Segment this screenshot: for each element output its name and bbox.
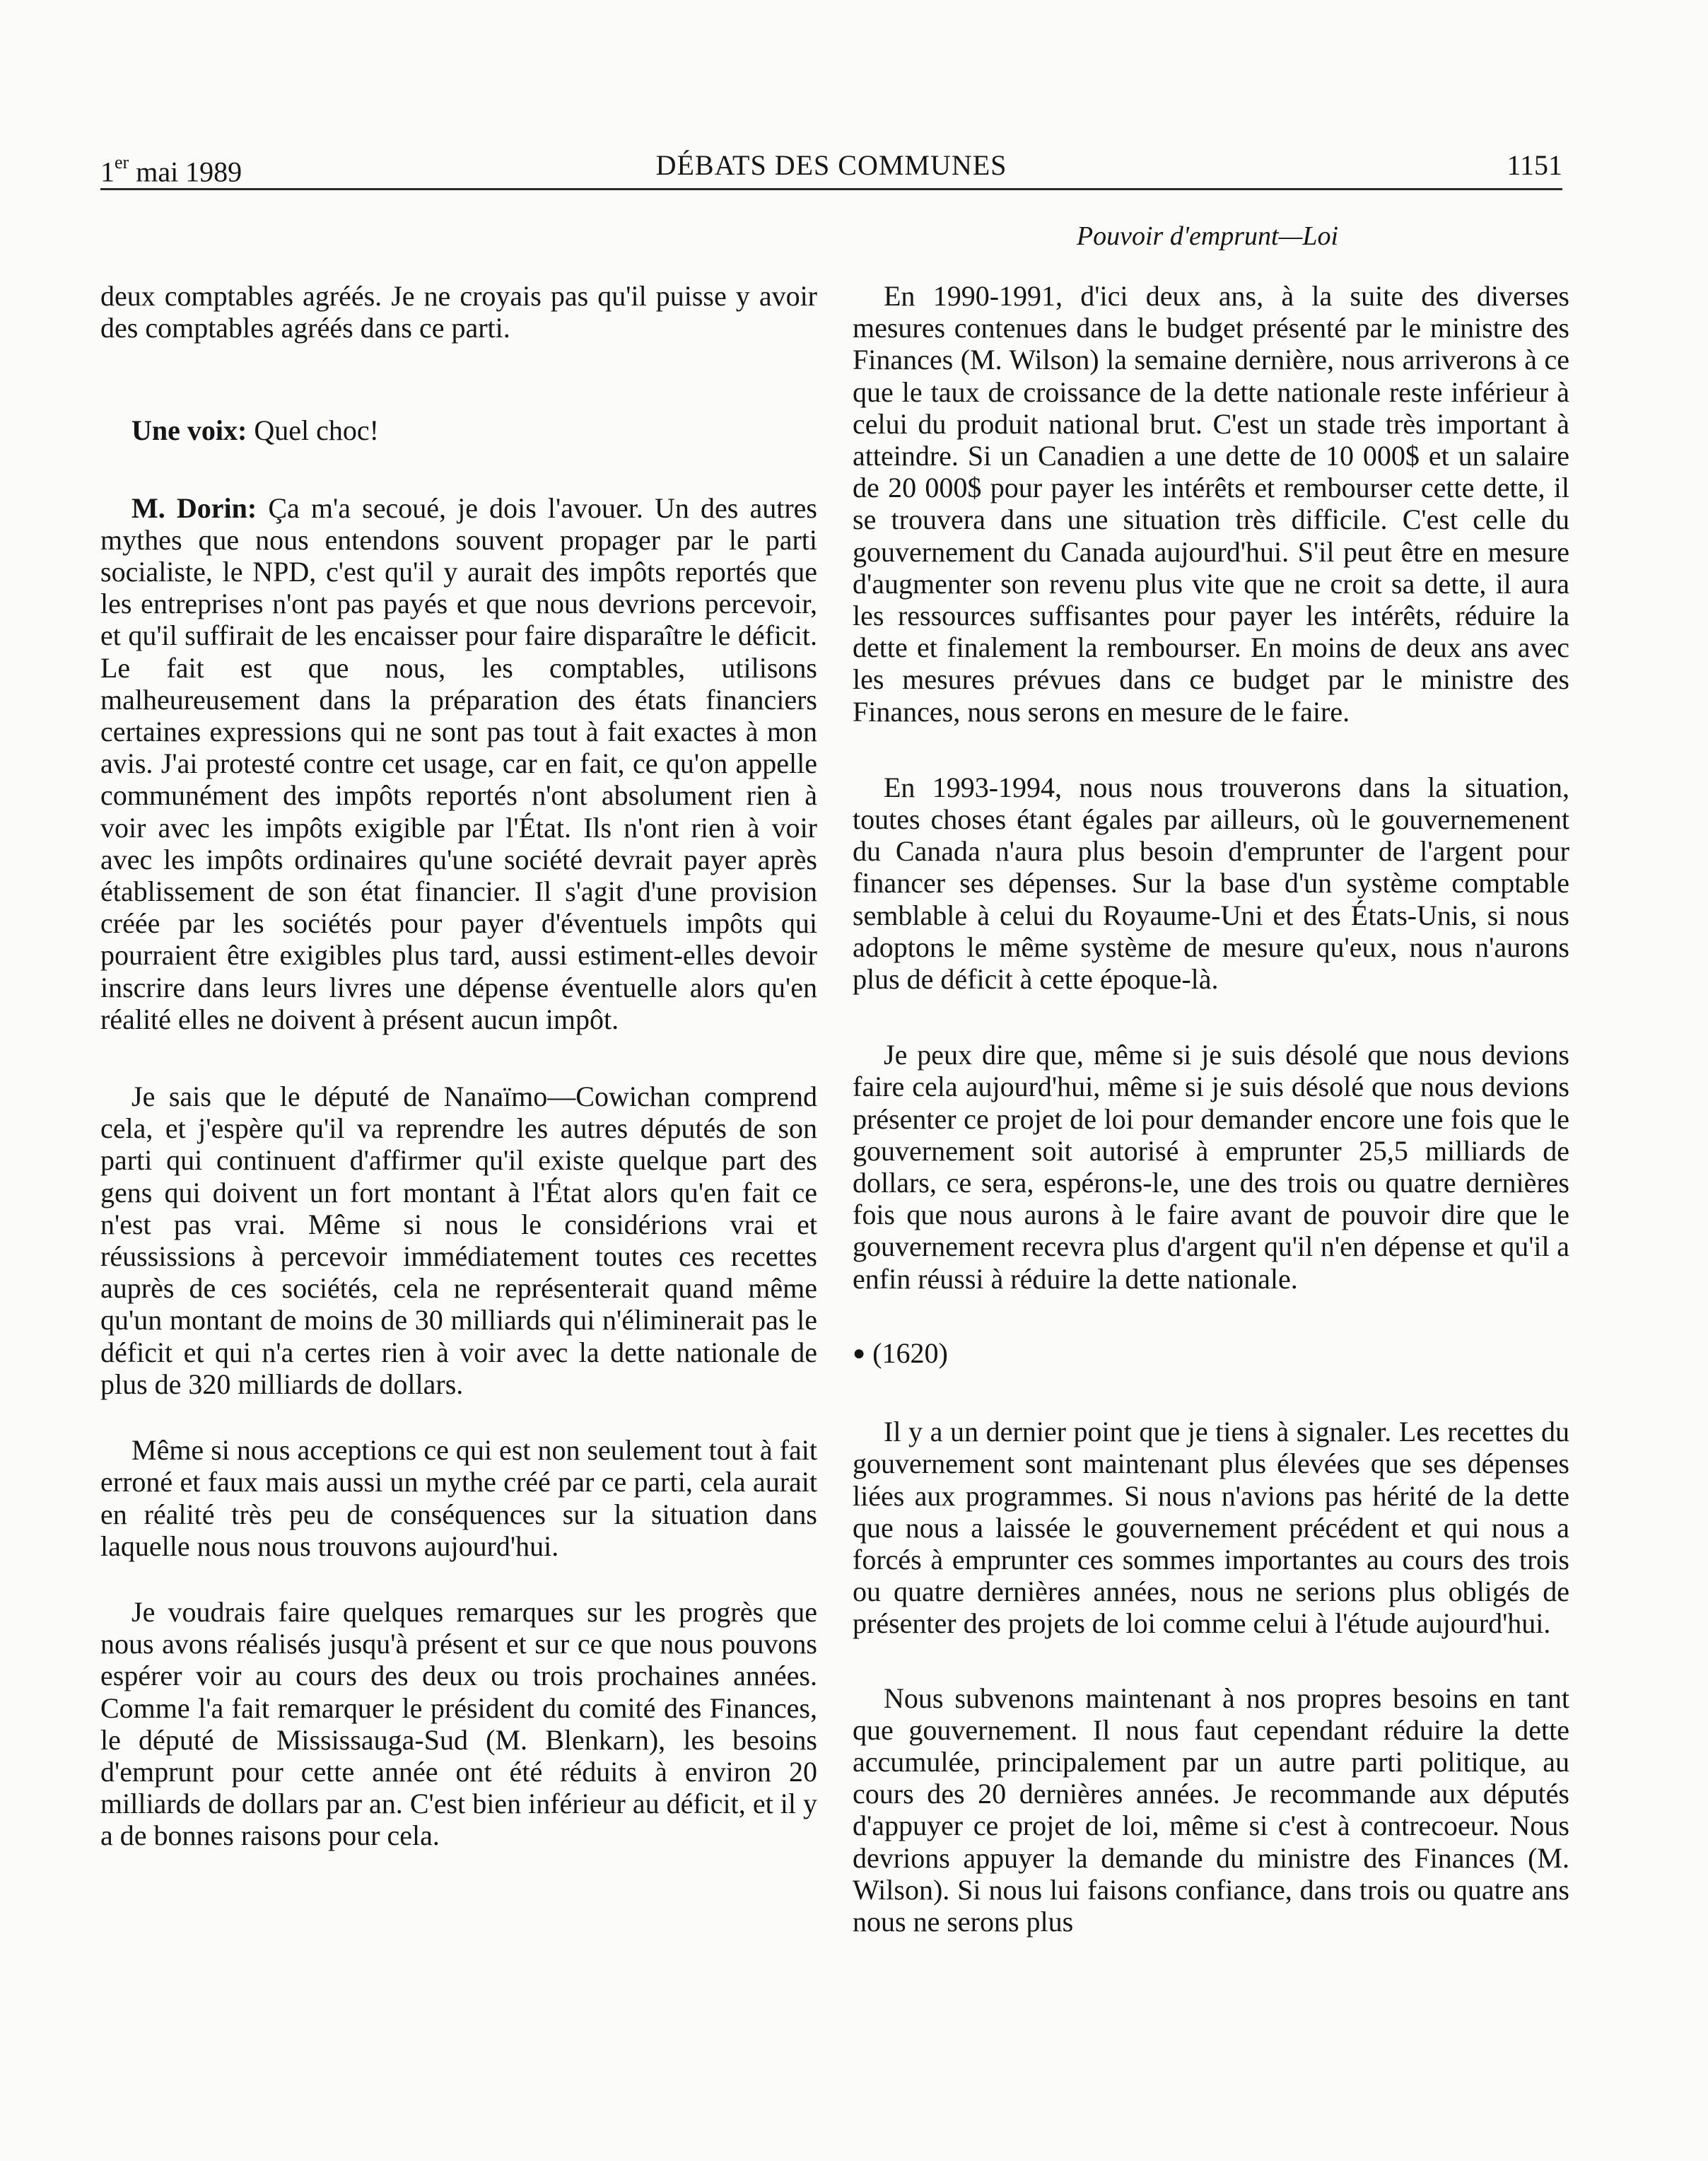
left-paragraph-3 — [100, 492, 817, 1035]
left-paragraph-1: deux comptables agréés. Je ne croyais pas qu'il puisse y avoir des comptables agréés dans ce parti. — [100, 280, 817, 344]
left-paragraph-6: Je voudrais faire quelques remarques sur les progrès que nous avons réalisés jusqu'à présent et sur ce que nous pouvons espérer voir au cours des deux ou trois prochaines années. Comme l'a fait remarquer le président du comité des Finances, le député de Mississauga-Sud (M. Blenkarn), les besoins d'emprunt pour cette année ont été réduits à environ 20 milliards de dollars par an. C'est bien inférieur au déficit, et il y a de bonnes raisons pour cela. — [100, 1595, 817, 1852]
header-date-superscript: er — [115, 152, 129, 173]
bullet-icon: ● — [853, 1341, 866, 1365]
right-paragraph-3: Je peux dire que, même si je suis désolé que nous devions faire cela aujourd'hui, même si je suis désolé que nous devions présenter ce projet de loi pour demander encore une fois que le gouvernement soit autorisé à emprunter 25,5 milliards de dollars, ce sera, espérons-le, une des trois ou quatre dernières fois que nous aurons à le faire avant de pouvoir dire que le gouvernement recevra plus d'argent qu'il n'en dépense et qu'il a enfin réussi à réduire la dette nationale. — [853, 1039, 1569, 1295]
page-header — [100, 144, 1562, 187]
left-paragraph-2 — [100, 414, 817, 446]
left-paragraph-5: Même si nous acceptions ce qui est non seulement tout à fait erroné et faux mais aussi un mythe créé par ce parti, cela aurait en réalité très peu de conséquences sur la situation dans laquelle nous nous trouvons aujourd'hui. — [100, 1434, 817, 1562]
left-column — [100, 280, 817, 1852]
running-head: Pouvoir d'emprunt—Loi — [1076, 221, 1339, 251]
left-paragraph-4: Je sais que le député de Nanaïmo—Cowichan comprend cela, et j'espère qu'il va reprendre les autres députés de son parti qui continuent d'affirmer qu'il existe quelque part des gens qui doivent un fort montant à l'État alors qu'en fait ce n'est pas vrai. Même si nous le considérions vrai et réussissions à percevoir immédiatement toutes ces recettes auprès de ces sociétés, cela ne représenterait quand même qu'un montant de moins de 30 milliards qui n'éliminerait pas le déficit et qui n'a certes rien à voir avec la dette nationale de plus de 320 milliards de dollars. — [100, 1080, 817, 1400]
right-paragraph-4: Il y a un dernier point que je tiens à signaler. Les recettes du gouvernement sont maintenant plus élevées que ses dépenses liées aux programmes. Si nous n'avions pas hérité de la dette que nous a laissée le gouvernement précédent et qui nous a forcés à emprunter ces sommes importantes au cours des trois ou quatre dernières années, nous ne serions plus obligés de présenter des projets de loi comme celui à l'étude aujourd'hui. — [853, 1416, 1569, 1640]
right-column — [853, 280, 1569, 1938]
speaker-label: Une voix: — [131, 414, 247, 447]
speaker-label: M. Dorin: — [131, 491, 257, 524]
header-rule — [100, 188, 1562, 190]
time-marker-text: (1620) — [872, 1336, 948, 1369]
time-marker — [853, 1337, 1569, 1372]
header-page-number: 1151 — [1507, 149, 1562, 181]
right-paragraph-2: En 1993-1994, nous nous trouverons dans la situation, toutes choses étant égales par ailleurs, où le gouvernemenent du Canada n'aura plus besoin d'emprunter de l'argent pour financer ses dépenses. Sur la base d'un système comptable semblable à celui du Royaume-Uni et des États-Unis, si nous adoptons le même système de mesure qu'eux, nous n'aurons plus de déficit à cette époque-là. — [853, 771, 1569, 996]
speech-text: Ça m'a secoué, je dois l'avouer. Un des autres mythes que nous entendons souvent propager par le parti socialiste, le NPD, c'est qu'il y aurait des impôts reportés que les entreprises n'ont pas payés et que nous devrions percevoir, et qu'il suffirait de les encaisser pour faire disparaître le déficit. Le fait est que nous, les comptables, utilisons malheureusement dans la préparation des états financiers certaines expressions qui ne sont pas tout à fait exactes à mon avis. J'ai protesté contre cet usage, car en fait, ce qu'on appelle communément des impôts reportés n'ont absolument rien à voir avec les impôts exigible par l'État. Ils n'ont rien à voir avec les impôts ordinaires qu'une société devrait payer après établissement de son état financier. Il s'agit d'une provision créée par les sociétés pour payer d'éventuels impôts qui pourraient être exigibles plus tard, aussi estiment-elles devoir inscrire dans leurs livres une dépense éventuelle alors qu'en réalité elles ne doivent à présent aucun impôt. — [100, 491, 817, 1035]
right-paragraph-5: Nous subvenons maintenant à nos propres besoins en tant que gouvernement. Il nous faut cependant réduire la dette accumulée, principalement par un autre parti politique, au cours des 20 dernières années. Je recommande aux députés d'appuyer ce projet de loi, même si c'est à contrecoeur. Nous devrions appuyer la demande du ministre des Finances (M. Wilson). Si nous lui faisons confiance, dans trois ou quatre ans nous ne serons plus — [853, 1682, 1569, 1938]
right-paragraph-1: En 1990-1991, d'ici deux ans, à la suite des diverses mesures contenues dans le budget présenté par le ministre des Finances (M. Wilson) la semaine dernière, nous arriverons à ce que le taux de croissance de la dette nationale reste inférieur à celui du produit national brut. C'est un stade très important à atteindre. Si un Canadien a une dette de 10 000$ et un salaire de 20 000$ pour payer les intérêts et rembourser cette dette, il se trouvera dans une situation très difficile. C'est celle du gouvernement du Canada aujourd'hui. S'il peut être en mesure d'augmenter son revenu plus vite que ne croit sa dette, il aura les ressources suffisantes pour payer les intérêts, réduire la dette et finalement la rembourser. En moins de deux ans avec les mesures prévues dans ce budget par le ministre des Finances, nous serons en mesure de le faire. — [853, 280, 1569, 728]
header-title: DÉBATS DES COMMUNES — [655, 149, 1007, 181]
speech-text: Quel choc! — [247, 414, 379, 447]
header-date: 1er mai 1989 — [100, 152, 242, 188]
